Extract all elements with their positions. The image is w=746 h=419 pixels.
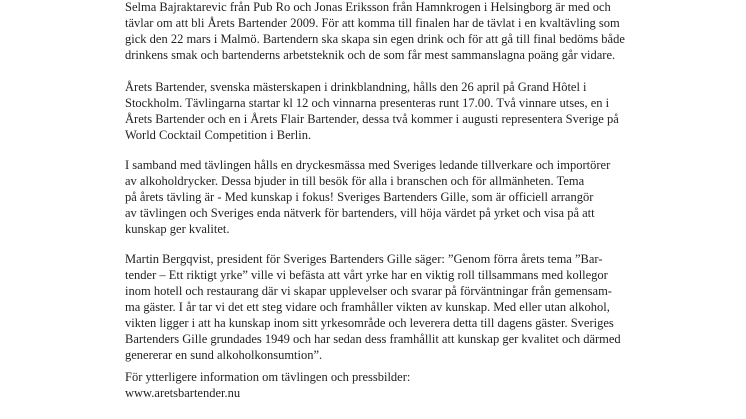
text-line: drinkens smak och bartenderns arbetsteknik och de som får mest sammanslagna poäng går vidare.	[125, 48, 616, 62]
text-line: I samband med tävlingen hålls en dryckesmässa med Sveriges ledande tillverkare och importörer	[125, 158, 611, 172]
text-line: gick den 22 mars i Malmö. Bartendern ska skapa sin egen drink och för att gå till final bedöms både	[125, 32, 625, 46]
text-line: Martin Bergqvist, president för Sveriges Bartenders Gille säger: ”Genom förra årets tema ”Bar-	[125, 252, 603, 266]
text-line: av alkoholdrycker. Dessa bjuder in till besök för alla i branschen och för allmänheten. Tema	[125, 174, 585, 188]
text-line: inom hotell och restaurang där vi skapar upplevelser och svarar på förväntningar från gemensam-	[125, 284, 612, 298]
text-line: Årets Bartender, svenska mästerskapen i drinkblandning, hålls den 26 april på Grand Hôtel i	[125, 80, 587, 94]
text-line: World Cocktail Competition i Berlin.	[125, 128, 312, 142]
text-line: tävlar om att bli Årets Bartender 2009. För att komma till finalen har de tävlat i en kvaltävling som	[125, 16, 620, 30]
text-line: på årets tävling är - Med kunskap i fokus! Sveriges Bartenders Gille, som är officiell arrangör	[125, 190, 594, 204]
website-link[interactable]: www.aretsbartender.nu	[125, 386, 241, 400]
text-line: tender – Ett riktigt yrke” ville vi befästa att vårt yrke har en viktig roll tillsammans med kollegor	[125, 268, 608, 282]
text-line: För ytterligere information om tävlingen och pressbilder:	[125, 370, 411, 384]
text-line: genererar en sund alkoholkonsumtion”.	[125, 348, 323, 362]
text-line: kunskap ger kvalitet.	[125, 222, 230, 236]
text-line: Selma Bajraktarevic från Pub Ro och Jonas Eriksson från Hamnkrogen i Helsingborg är med och	[125, 0, 611, 14]
text-line: Bartenders Gille grundades 1949 och har sedan dess framhållit att kunskap ger kvalitet och därmed	[125, 332, 621, 346]
text-line: av tävlingen och Sveriges enda nätverk för bartenders, vill höja värdet på yrket och visa på att	[125, 206, 595, 220]
text-line: Årets Bartender och en i Årets Flair Bartender, dessa två kommer i augusti representera Sverige på	[125, 112, 619, 126]
text-line: Stockholm. Tävlingarna startar kl 12 och vinnarna presenteras runt 17.00. Två vinnare utses, en i	[125, 96, 610, 110]
text-line: vikten ligger i att ha kunskap inom sitt yrkesområde och leverera detta till dagens gäster. Sveriges	[125, 316, 614, 330]
text-line: ma gäster. I år tar vi det ett steg vidare och framhåller vikten av kunskap. Med eller utan alkohol,	[125, 300, 610, 314]
